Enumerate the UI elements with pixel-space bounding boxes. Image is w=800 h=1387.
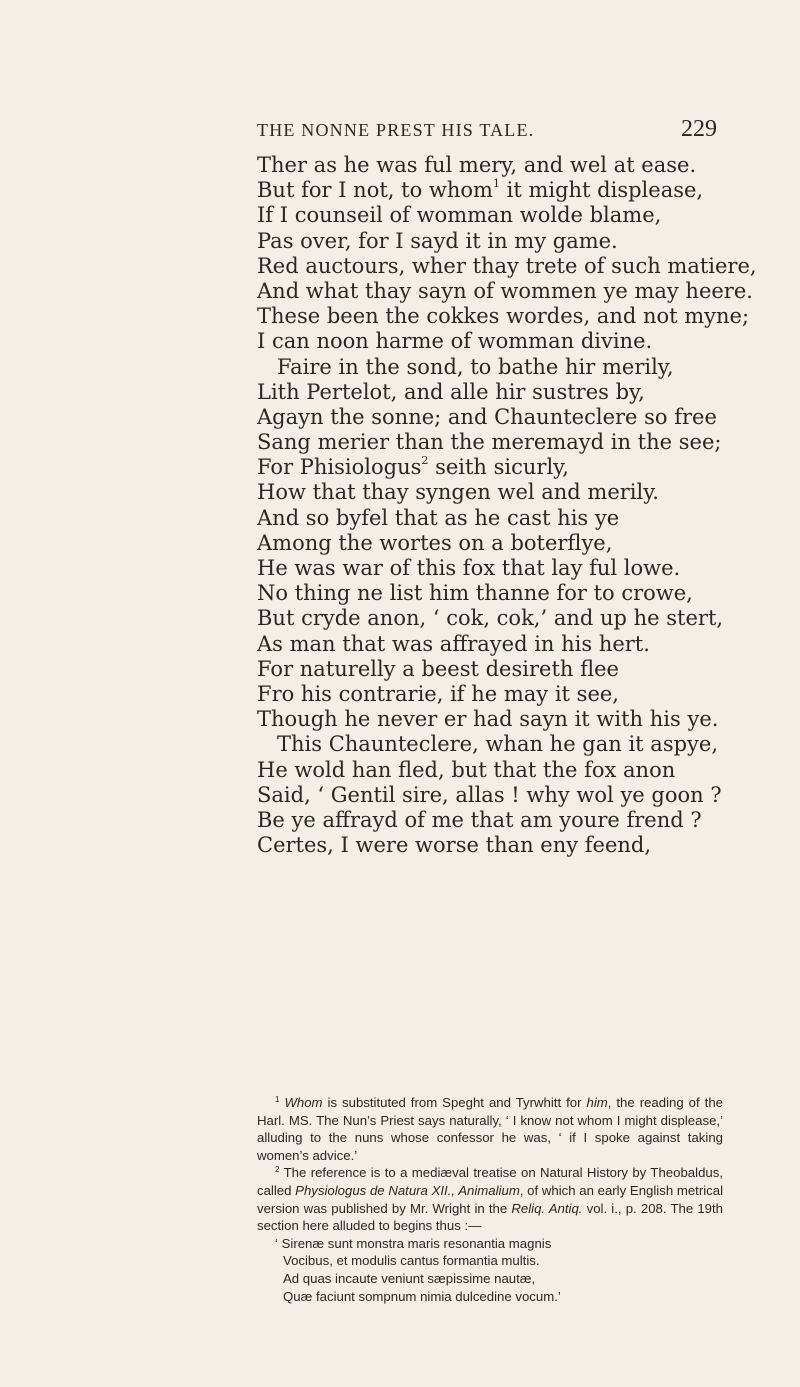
verse-line	[0, 833, 800, 858]
verse-line	[0, 758, 800, 783]
verse-line	[0, 480, 800, 505]
verse-text: I can noon harme of womman divine.	[257, 329, 653, 354]
latin-line: Vocibus, et modulis cantus formantia multis.	[283, 1253, 540, 1269]
verse-text: For Phisiologus	[257, 455, 422, 480]
verse-text: He wold han fled, but that the fox anon	[257, 757, 676, 782]
footnote-text: The reference is to a mediæval treatise on Natural History by Theobaldus, called	[257, 1165, 723, 1198]
verse-text: Fro his contrarie, if he may it see,	[257, 681, 619, 706]
footnote-text: is substituted from Speght and Tyrwhitt for	[322, 1095, 587, 1110]
verse-line	[0, 632, 800, 657]
verse-text: Said, ‘ Gentil sire, allas ! why wol ye goon ?	[257, 782, 722, 807]
verse-line	[0, 178, 800, 203]
footnote-italic: Whom	[284, 1095, 323, 1110]
verse-text: Among the wortes on a boterflye,	[257, 530, 613, 555]
footnote-text: , of which an early English metrical version was published by Mr. Wright in the	[257, 1182, 724, 1216]
verse-line	[0, 657, 800, 682]
verse-line	[0, 329, 800, 354]
footnote-1	[257, 1094, 723, 1164]
verse-line	[0, 606, 800, 631]
verse-line	[0, 279, 800, 304]
footnote-italic: Physiologus de Natura XII., Animalium	[295, 1182, 520, 1198]
verse-text: For naturelly a beest desireth flee	[257, 656, 619, 681]
footnote-mark: 2	[275, 1165, 280, 1175]
latin-quotation	[257, 1235, 723, 1305]
verse-line	[0, 556, 800, 581]
verse-line	[0, 783, 800, 808]
verse-line	[0, 506, 800, 531]
verse-line	[0, 808, 800, 833]
verse-text: This Chaunteclere, whan he gan it aspye,	[277, 732, 718, 757]
verse-line	[0, 707, 800, 732]
verse-text: Certes, I were worse than eny feend,	[257, 833, 652, 858]
footnote-mark: 1	[275, 1095, 280, 1104]
verse-line	[0, 203, 800, 228]
verse-line	[0, 229, 800, 254]
footnotes	[257, 1094, 723, 1305]
verse-text: As man that was affrayed in his hert.	[257, 631, 650, 656]
verse-text: seith sicurly,	[428, 455, 569, 480]
running-header	[257, 116, 717, 146]
verse-text: Though he never er had sayn it with his ye.	[257, 707, 719, 732]
verse-text: But for I not, to whom	[257, 178, 493, 203]
verse-text: Ther as he was ful mery, and wel at ease.	[257, 153, 697, 177]
verse-line	[0, 380, 800, 405]
verse-text: Be ye affrayd of me that am youre frend ?	[257, 807, 702, 832]
footnote-italic: Reliq. Antiq.	[511, 1200, 583, 1216]
verse-line	[0, 581, 800, 606]
verse-text: He was war of this fox that lay ful lowe.	[257, 556, 681, 580]
verse-text: Faire in the sond, to bathe hir merily,	[277, 354, 674, 379]
verse-line	[0, 732, 800, 757]
verse-text: These been the cokkes wordes, and not myne;	[257, 304, 750, 329]
verse-line	[0, 304, 800, 329]
running-title: THE NONNE PREST HIS TALE.	[257, 120, 535, 140]
verse-line	[0, 531, 800, 556]
footnote-text: , the reading of the Harl. MS. The Nun’s Priest says naturally, ‘ I know not whom I might displease,’ alluding to the nuns whose confessor he was, ‘ if I spoke against taking women’s advice.’	[257, 1095, 723, 1163]
verse-text: How that thay syngen wel and merily.	[257, 480, 659, 505]
poem-verse	[0, 153, 800, 858]
verse-text: But cryde anon, ‘ cok, cok,’ and up he stert,	[257, 606, 724, 631]
footnote-ref: 1	[492, 177, 500, 191]
verse-text: And so byfel that as he cast his ye	[257, 505, 620, 530]
footnote-ref: 2	[421, 454, 429, 468]
verse-line	[0, 405, 800, 430]
latin-line: Ad quas incaute veniunt sæpissime nautæ,	[283, 1270, 536, 1286]
verse-line	[0, 682, 800, 707]
verse-text: No thing ne list him thanne for to crowe,	[257, 581, 693, 606]
verse-text: Red auctours, wher thay trete of such matiere,	[257, 253, 757, 278]
footnote-text: vol. i., p. 208. The 19th section here alluded to begins thus :—	[257, 1200, 723, 1234]
verse-text: Pas over, for I sayd it in my game.	[257, 228, 618, 253]
footnote-italic: him	[586, 1095, 608, 1110]
footnote-2	[257, 1164, 723, 1234]
verse-text: Agayn the sonne; and Chaunteclere so free	[257, 404, 717, 429]
page-number: 229	[681, 116, 717, 142]
verse-line	[0, 355, 800, 380]
verse-line	[0, 153, 800, 178]
latin-line: Quæ faciunt sompnum nimia dulcedine vocum.’	[283, 1288, 561, 1304]
verse-text: Lith Pertelot, and alle hir sustres by,	[257, 379, 645, 404]
verse-line	[0, 430, 800, 455]
verse-line	[0, 455, 800, 480]
latin-line: ‘ Sirenæ sunt monstra maris resonantia magnis	[275, 1235, 552, 1251]
verse-text: Sang merier than the meremayd in the see;	[257, 430, 722, 455]
verse-text: If I counseil of womman wolde blame,	[257, 203, 662, 228]
verse-line	[0, 254, 800, 279]
verse-text: it might displease,	[499, 178, 704, 203]
verse-text: And what thay sayn of wommen ye may heere.	[257, 278, 753, 303]
